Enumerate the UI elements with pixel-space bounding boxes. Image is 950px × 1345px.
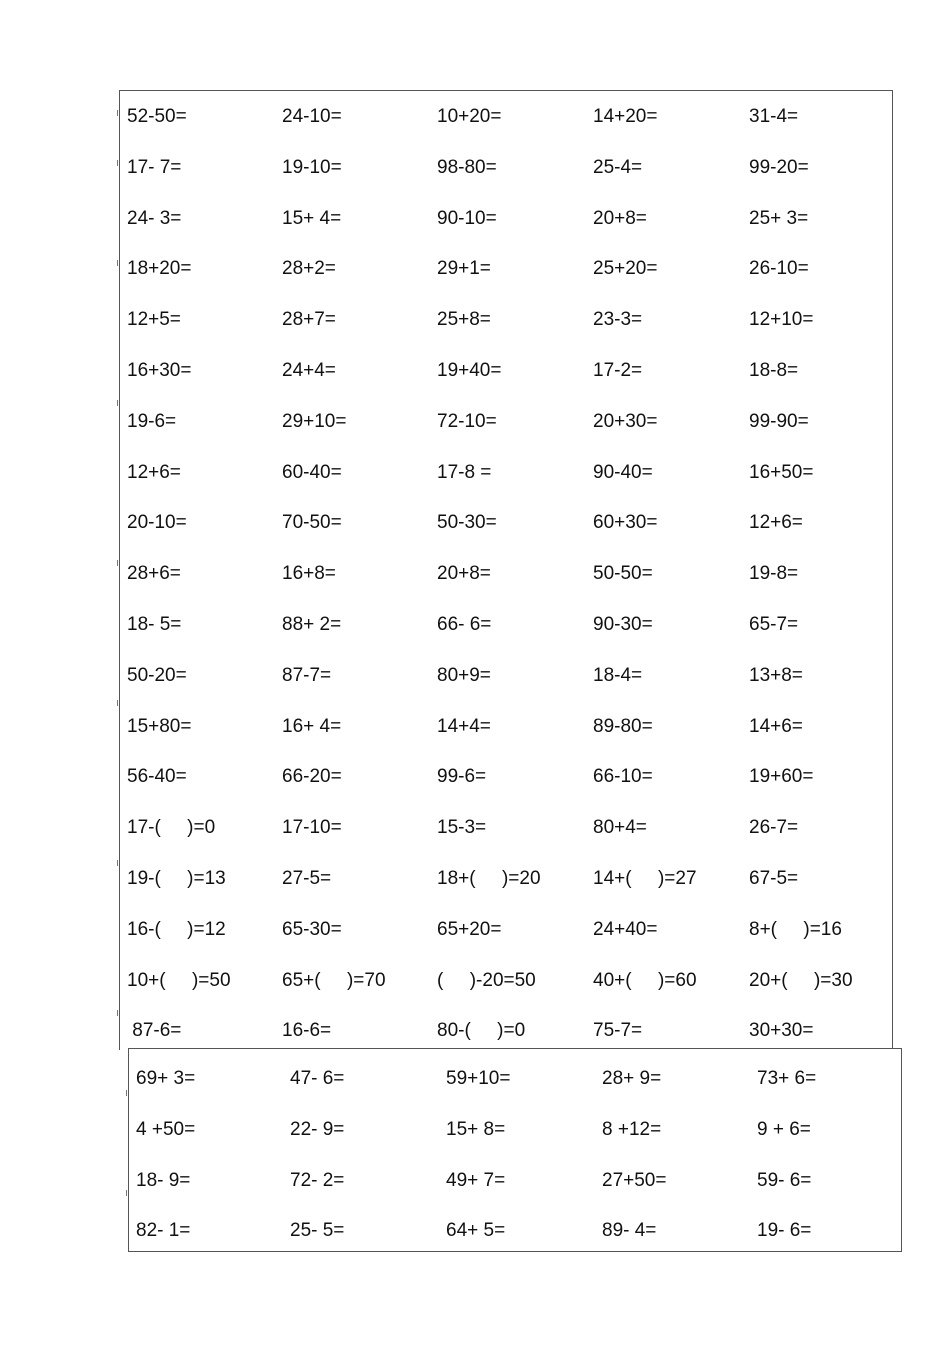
math-problem: 12+6= <box>127 461 181 483</box>
math-problem: 59- 6= <box>757 1169 812 1191</box>
math-problem: 18+( )=20 <box>437 868 541 889</box>
math-problem: 10+( )=50 <box>127 969 231 991</box>
math-problem: 40+( )=60 <box>593 969 697 991</box>
math-problem: 31-4= <box>749 106 799 127</box>
problem-row <box>120 955 892 1006</box>
math-problem: 29+10= <box>282 410 347 432</box>
math-problem: 49+ 7= <box>446 1169 506 1191</box>
math-problem: 82- 1= <box>136 1220 191 1242</box>
math-problem: 25- 5= <box>290 1220 345 1242</box>
margin-tick <box>126 1090 127 1096</box>
margin-tick <box>117 160 118 166</box>
math-problem: 28+7= <box>282 309 336 331</box>
math-problem: 15+ 4= <box>282 207 342 229</box>
math-problem: 15+ 8= <box>446 1118 506 1140</box>
math-problem: 56-40= <box>127 766 187 788</box>
math-problem: 19-6= <box>127 410 177 432</box>
math-problem: 9 + 6= <box>757 1118 811 1140</box>
math-problem: 60+30= <box>593 512 658 534</box>
math-problem: 98-80= <box>437 156 497 178</box>
problem-row <box>120 243 892 294</box>
math-problem: 66-10= <box>593 766 653 788</box>
math-problem: 16-( )=12 <box>127 918 226 940</box>
math-problem: 18- 9= <box>136 1169 191 1191</box>
math-problem: 20+( )=30 <box>749 969 853 991</box>
problem-row <box>120 701 892 752</box>
math-problem: 50-30= <box>437 512 497 534</box>
math-problem: 19-( )=13 <box>127 868 226 889</box>
problem-row <box>129 1104 901 1155</box>
math-problem: 73+ 6= <box>757 1068 817 1089</box>
math-problem: 27+50= <box>602 1169 667 1191</box>
math-problem: 17-8 = <box>437 461 492 483</box>
problem-row <box>120 91 892 142</box>
math-problem: 99-90= <box>749 410 809 432</box>
math-problem: 28+6= <box>127 563 181 585</box>
math-problem: 72- 2= <box>290 1169 345 1191</box>
problem-row <box>129 1053 901 1104</box>
math-problem: 8+( )=16 <box>749 918 842 940</box>
math-problem: 15+80= <box>127 715 192 737</box>
problem-row <box>120 650 892 701</box>
math-problem: 19-10= <box>282 156 342 178</box>
problem-row <box>129 1155 901 1206</box>
math-problem: 99-20= <box>749 156 809 178</box>
math-problem: 24- 3= <box>127 207 182 229</box>
math-problem: 18- 5= <box>127 614 182 635</box>
math-problem: 60-40= <box>282 461 342 483</box>
math-problem: 65-30= <box>282 918 342 940</box>
problem-row <box>120 396 892 447</box>
problem-grid-top <box>119 90 893 1050</box>
math-problem: 20+8= <box>437 563 491 585</box>
problem-row <box>120 142 892 193</box>
math-problem: 12+6= <box>749 512 803 534</box>
problem-row <box>120 548 892 599</box>
math-problem: 90-10= <box>437 207 497 229</box>
math-problem: 87-7= <box>282 664 332 686</box>
margin-tick <box>117 1010 118 1016</box>
math-problem: 17- 7= <box>127 156 182 178</box>
math-problem: 24+40= <box>593 918 658 940</box>
math-problem: 99-6= <box>437 766 487 788</box>
margin-tick <box>117 260 118 266</box>
math-problem: 50-20= <box>127 664 187 686</box>
math-problem: 64+ 5= <box>446 1220 506 1242</box>
math-problem: 75-7= <box>593 1020 643 1042</box>
math-problem: 28+2= <box>282 258 336 280</box>
math-problem: 65+( )=70 <box>282 969 386 991</box>
problem-row <box>120 345 892 396</box>
math-problem: 69+ 3= <box>136 1068 196 1089</box>
math-problem: 50-50= <box>593 563 653 585</box>
math-problem: 23-3= <box>593 309 643 331</box>
math-problem: 16-6= <box>282 1020 332 1042</box>
math-problem: 17-( )=0 <box>127 817 216 839</box>
problem-row <box>129 1205 901 1256</box>
math-problem: 80+9= <box>437 664 491 686</box>
math-problem: 25+20= <box>593 258 658 280</box>
math-problem: 14+4= <box>437 715 491 737</box>
math-problem: 16+ 4= <box>282 715 342 737</box>
math-problem: 18-8= <box>749 360 799 381</box>
math-problem: 59+10= <box>446 1068 511 1089</box>
math-problem: 80-( )=0 <box>437 1020 526 1042</box>
math-problem: 80+4= <box>593 817 647 839</box>
math-problem: 18-4= <box>593 664 643 686</box>
problem-row <box>120 497 892 548</box>
math-problem: 67-5= <box>749 868 799 889</box>
math-problem: 14+20= <box>593 106 658 127</box>
math-problem: 90-40= <box>593 461 653 483</box>
margin-tick <box>117 110 118 116</box>
margin-tick <box>126 1190 127 1196</box>
math-problem: 27-5= <box>282 868 332 889</box>
margin-tick <box>117 560 118 566</box>
math-problem: 28+ 9= <box>602 1068 662 1089</box>
math-problem: 70-50= <box>282 512 342 534</box>
problem-row <box>120 904 892 955</box>
math-problem: 89- 4= <box>602 1220 657 1242</box>
math-problem: 12+5= <box>127 309 181 331</box>
problem-row <box>120 193 892 244</box>
math-problem: 26-10= <box>749 258 809 280</box>
math-problem: 17-2= <box>593 360 643 381</box>
math-problem: 19-8= <box>749 563 799 585</box>
math-problem: 17-10= <box>282 817 342 839</box>
math-problem: 87-6= <box>127 1020 182 1042</box>
math-problem: 20+30= <box>593 410 658 432</box>
math-problem: 4 +50= <box>136 1118 196 1140</box>
math-problem: 65+20= <box>437 918 502 940</box>
math-problem: 15-3= <box>437 817 487 839</box>
problem-row <box>120 294 892 345</box>
math-problem: 66- 6= <box>437 614 492 635</box>
problem-row <box>120 853 892 904</box>
math-problem: 89-80= <box>593 715 653 737</box>
math-problem: 19+40= <box>437 360 502 381</box>
math-problem: 25-4= <box>593 156 643 178</box>
math-problem: 24-10= <box>282 106 342 127</box>
math-problem: 16+50= <box>749 461 814 483</box>
math-problem: 13+8= <box>749 664 803 686</box>
math-problem: 29+1= <box>437 258 491 280</box>
problem-row <box>120 751 892 802</box>
math-problem: 22- 9= <box>290 1118 345 1140</box>
math-problem: 47- 6= <box>290 1068 345 1089</box>
math-problem: 19+60= <box>749 766 814 788</box>
math-problem: 10+20= <box>437 106 502 127</box>
problem-row <box>120 802 892 853</box>
math-problem: 16+8= <box>282 563 336 585</box>
math-problem: 12+10= <box>749 309 814 331</box>
margin-tick <box>117 700 118 706</box>
math-problem: 20-10= <box>127 512 187 534</box>
math-problem: 52-50= <box>127 106 187 127</box>
math-problem: ( )-20=50 <box>437 969 536 991</box>
math-problem: 8 +12= <box>602 1118 662 1140</box>
math-problem: 14+6= <box>749 715 803 737</box>
math-problem: 14+( )=27 <box>593 868 697 889</box>
problem-row <box>120 599 892 650</box>
math-problem: 16+30= <box>127 360 192 381</box>
math-problem: 30+30= <box>749 1020 814 1042</box>
math-problem: 66-20= <box>282 766 342 788</box>
math-problem: 65-7= <box>749 614 799 635</box>
math-problem: 25+ 3= <box>749 207 809 229</box>
math-problem: 18+20= <box>127 258 192 280</box>
math-problem: 26-7= <box>749 817 799 839</box>
math-problem: 25+8= <box>437 309 491 331</box>
math-problem: 19- 6= <box>757 1220 812 1242</box>
math-problem: 72-10= <box>437 410 497 432</box>
math-problem: 24+4= <box>282 360 336 381</box>
margin-tick <box>117 860 118 866</box>
math-problem: 20+8= <box>593 207 647 229</box>
math-problem: 90-30= <box>593 614 653 635</box>
problem-grid-bottom <box>128 1048 902 1252</box>
math-problem: 88+ 2= <box>282 614 342 635</box>
problem-row <box>120 447 892 498</box>
margin-tick <box>117 400 118 406</box>
